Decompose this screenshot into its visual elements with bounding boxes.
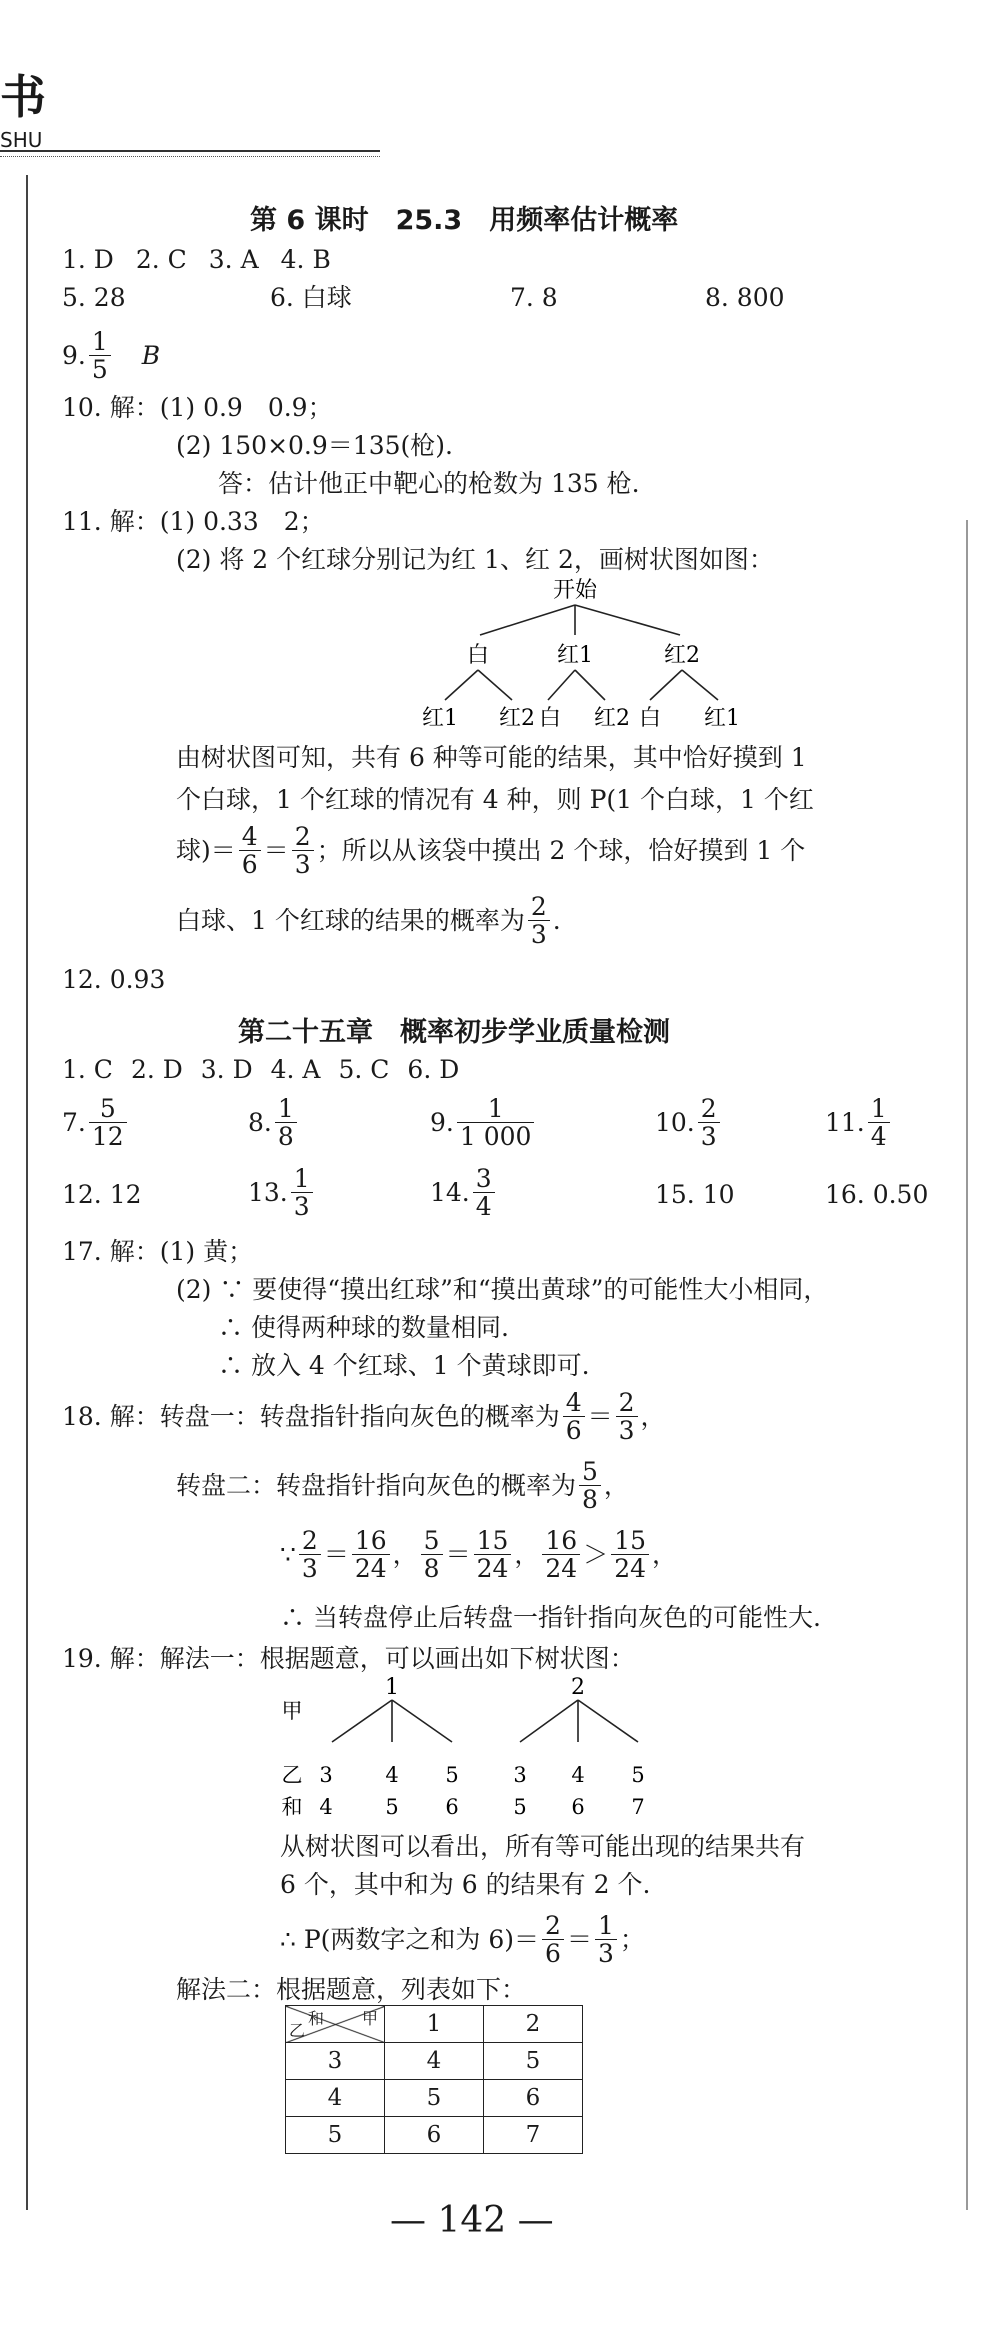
answers-1-6 bbox=[62, 1055, 459, 1085]
right-margin-rule bbox=[966, 520, 968, 2210]
fraction: $\frac{15}{24}$ bbox=[611, 1527, 649, 1582]
tree-leaf: 红2 bbox=[594, 706, 630, 731]
answer-6: 6. 白球 bbox=[270, 283, 352, 312]
tree-diagram-2 bbox=[280, 1672, 700, 1832]
answer: 1. C bbox=[62, 1055, 113, 1084]
fraction: $\frac{5}{12}$ bbox=[89, 1095, 127, 1150]
answer: 1. D bbox=[62, 245, 114, 274]
answer: 5. C bbox=[338, 1055, 390, 1084]
answer-16: 16. 0.50 bbox=[825, 1180, 929, 1209]
fraction: $\frac{2}{3}$ bbox=[616, 1389, 638, 1444]
table-row-head: 5 bbox=[286, 2117, 385, 2154]
answer-7: 7. $\frac{5}{12}$ bbox=[62, 1095, 130, 1150]
corner-yi: 乙 bbox=[289, 2021, 306, 2040]
page-number: — 142 — bbox=[390, 2200, 554, 2241]
sum-table bbox=[285, 2005, 583, 2154]
answer-15: 15. 10 bbox=[655, 1180, 735, 1209]
tree-label-he: 和 bbox=[281, 1795, 303, 1819]
tree-leaf: 红2 bbox=[499, 706, 535, 731]
table-cell: 7 bbox=[484, 2117, 583, 2154]
fraction: $\frac{1}{3}$ bbox=[291, 1165, 313, 1220]
answer-11-a: 11. 解：(1) 0.33 2； bbox=[62, 507, 325, 536]
answer-18-a: 18. 解：转盘一：转盘指针指向灰色的概率为 $\frac{4}{6}$ ＝ $\frac{2}{3}$ ， bbox=[62, 1388, 666, 1445]
tree-leaf: 5 bbox=[513, 1795, 527, 1819]
answer-19-e: 解法二：根据题意，列表如下： bbox=[176, 1975, 527, 2004]
table-row bbox=[286, 2043, 583, 2080]
fraction: $\frac{2}{3}$ bbox=[299, 1527, 321, 1582]
answer-9 bbox=[62, 328, 160, 383]
header-rule-thin bbox=[0, 156, 380, 157]
answer-11: 11. $\frac{1}{4}$ bbox=[825, 1095, 893, 1150]
section-title-lesson6: 第 6 课时 25.3 用频率估计概率 bbox=[250, 205, 679, 236]
tree-node: 白 bbox=[466, 643, 490, 668]
tree-leaf: 6 bbox=[571, 1795, 585, 1819]
tree-leaf: 3 bbox=[319, 1763, 333, 1787]
fraction: $\frac{1}{5}$ bbox=[89, 328, 111, 383]
left-margin-rule bbox=[26, 175, 28, 2210]
tree-leaf: 6 bbox=[445, 1795, 459, 1819]
table-row bbox=[286, 2117, 583, 2154]
answer-19-d: ∴ P(两数字之和为 6)＝ $\frac{2}{6}$ ＝ $\frac{1}{3}$ ； bbox=[280, 1911, 645, 1968]
answer-19-b: 从树状图可以看出，所有等可能出现的结果共有 bbox=[280, 1832, 806, 1861]
fraction: $\frac{1}{1 000}$ bbox=[457, 1095, 535, 1150]
header-logo: 书 bbox=[0, 70, 46, 124]
answer-11-e: 球)＝ $\frac{4}{6}$ ＝ $\frac{2}{3}$ ；所以从该袋中摸出 2 个球，恰好摸到 1 个 bbox=[176, 822, 806, 879]
answer-19-c: 6 个，其中和为 6 的结果有 2 个. bbox=[280, 1870, 651, 1899]
table-cell: 4 bbox=[385, 2043, 484, 2080]
answer-10: 10. $\frac{2}{3}$ bbox=[655, 1095, 723, 1150]
fraction: $\frac{4}{6}$ bbox=[563, 1389, 585, 1444]
tree-label-yi: 乙 bbox=[281, 1763, 303, 1787]
tree-node: 红1 bbox=[557, 643, 593, 668]
answer-9: 9. $\frac{1}{1 000}$ bbox=[430, 1095, 537, 1150]
tree-leaf: 3 bbox=[513, 1763, 527, 1787]
answer-10-a: 10. 解：(1) 0.9 0.9； bbox=[62, 393, 333, 422]
answer-18-c: ∵ $\frac{2}{3}$ ＝ $\frac{16}{24}$ ， $\frac{5}{8}$ ＝ $\frac{15}{24}$ ， $\frac{16}{24}$ ＞ $\frac{15}{24}$ ， bbox=[280, 1526, 678, 1583]
answer-8: 8. $\frac{1}{8}$ bbox=[248, 1095, 300, 1150]
fraction: $\frac{2}{3}$ bbox=[528, 893, 550, 948]
answer-10-c: 答：估计他正中靶心的枪数为 135 枪. bbox=[218, 469, 640, 498]
answer-12: 12. 0.93 bbox=[62, 965, 166, 994]
tree-leaf: 4 bbox=[385, 1763, 399, 1787]
table-row bbox=[286, 2080, 583, 2117]
table-cell: 5 bbox=[385, 2080, 484, 2117]
fraction: $\frac{4}{6}$ bbox=[239, 823, 261, 878]
fraction: $\frac{5}{8}$ bbox=[421, 1527, 443, 1582]
table-header-cell: 2 bbox=[484, 2006, 583, 2043]
fraction: $\frac{15}{24}$ bbox=[474, 1527, 512, 1582]
answer: 4. A bbox=[270, 1055, 321, 1084]
tree-root: 2 bbox=[571, 1675, 585, 1700]
tree-leaf: 红1 bbox=[422, 706, 458, 731]
tree-leaf: 5 bbox=[385, 1795, 399, 1819]
answer: 4. B bbox=[280, 245, 331, 274]
answers-1-4 bbox=[62, 245, 331, 275]
tree-leaf: 4 bbox=[319, 1795, 333, 1819]
fraction: $\frac{1}{8}$ bbox=[275, 1095, 297, 1150]
table-cell: 5 bbox=[484, 2043, 583, 2080]
answer: 6. D bbox=[407, 1055, 460, 1084]
answer: 2. C bbox=[135, 245, 187, 274]
answer-11-f: 白球、1 个红球的结果的概率为 $\frac{2}{3}$ . bbox=[176, 892, 561, 949]
fraction: $\frac{1}{4}$ bbox=[868, 1095, 890, 1150]
table-row-head: 4 bbox=[286, 2080, 385, 2117]
table-cell: 6 bbox=[385, 2117, 484, 2154]
tree-root: 1 bbox=[385, 1675, 399, 1700]
tree-diagram-1 bbox=[400, 575, 780, 735]
answer-17-c: ∴ 使得两种球的数量相同. bbox=[218, 1313, 509, 1342]
answer-17-b: (2) ∵ 要使得“摸出红球”和“摸出黄球”的可能性大小相同， bbox=[176, 1275, 829, 1304]
q9-extra: B bbox=[141, 340, 161, 370]
corner-jia: 甲 bbox=[361, 2009, 378, 2028]
answer-14: 14. $\frac{3}{4}$ bbox=[430, 1165, 498, 1220]
answer: 3. D bbox=[200, 1055, 253, 1084]
answer-17-d: ∴ 放入 4 个红球、1 个黄球即可. bbox=[218, 1351, 590, 1380]
fraction: $\frac{1}{3}$ bbox=[595, 1912, 617, 1967]
answer: 2. D bbox=[130, 1055, 183, 1084]
section-title-chapter25: 第二十五章 概率初步学业质量检测 bbox=[238, 1017, 670, 1048]
tree-leaf: 白 bbox=[638, 706, 662, 731]
table-header-cell: 1 bbox=[385, 2006, 484, 2043]
tree-root: 开始 bbox=[552, 578, 598, 603]
answer-11-b: (2) 将 2 个红球分别记为红 1、红 2，画树状图如图： bbox=[176, 545, 774, 574]
answer-10-b: (2) 150×0.9＝135(枪). bbox=[176, 431, 453, 460]
fraction: $\frac{3}{4}$ bbox=[473, 1165, 495, 1220]
fraction: $\frac{2}{6}$ bbox=[542, 1912, 564, 1967]
answer-19-a: 19. 解：解法一：根据题意，可以画出如下树状图： bbox=[62, 1644, 635, 1673]
answer-11-d: 个白球，1 个红球的情况有 4 种，则 P(1 个白球，1 个红 bbox=[176, 785, 814, 814]
fraction: $\frac{2}{3}$ bbox=[698, 1095, 720, 1150]
tree-leaf: 4 bbox=[571, 1763, 585, 1787]
table-corner-cell bbox=[286, 2006, 385, 2043]
tree-leaf: 红1 bbox=[704, 706, 740, 731]
answer-11-c: 由树状图可知，共有 6 种等可能的结果，其中恰好摸到 1 bbox=[176, 743, 807, 772]
answer-12b: 12. 12 bbox=[62, 1180, 142, 1209]
tree-leaf: 白 bbox=[538, 706, 562, 731]
fraction: $\frac{5}{8}$ bbox=[579, 1458, 601, 1513]
answer-18-d: ∴ 当转盘停止后转盘一指针指向灰色的可能性大. bbox=[280, 1603, 821, 1632]
tree-label-jia: 甲 bbox=[281, 1699, 303, 1723]
table-cell: 6 bbox=[484, 2080, 583, 2117]
answer-8: 8. 800 bbox=[705, 283, 785, 312]
table-row bbox=[286, 2006, 583, 2043]
tree-leaf: 5 bbox=[445, 1763, 459, 1787]
answer-7: 7. 8 bbox=[510, 283, 558, 312]
fraction: $\frac{2}{3}$ bbox=[292, 823, 314, 878]
fraction: $\frac{16}{24}$ bbox=[542, 1527, 580, 1582]
tree-node: 红2 bbox=[664, 643, 700, 668]
corner-he: 和 bbox=[308, 2009, 325, 2028]
answer-18-b: 转盘二：转盘指针指向灰色的概率为 $\frac{5}{8}$ ， bbox=[176, 1457, 629, 1514]
answer-5: 5. 28 bbox=[62, 283, 126, 312]
fraction: $\frac{16}{24}$ bbox=[352, 1527, 390, 1582]
tree-leaf: 7 bbox=[631, 1795, 645, 1819]
header-logo-text: SHU bbox=[0, 128, 43, 152]
tree-leaf: 5 bbox=[631, 1763, 645, 1787]
q9-label: 9. bbox=[62, 340, 86, 370]
answer-13: 13. $\frac{1}{3}$ bbox=[248, 1165, 316, 1220]
answer: 3. A bbox=[208, 245, 259, 274]
header-rule bbox=[0, 150, 380, 152]
answer-17-a: 17. 解：(1) 黄； bbox=[62, 1237, 254, 1266]
table-row-head: 3 bbox=[286, 2043, 385, 2080]
